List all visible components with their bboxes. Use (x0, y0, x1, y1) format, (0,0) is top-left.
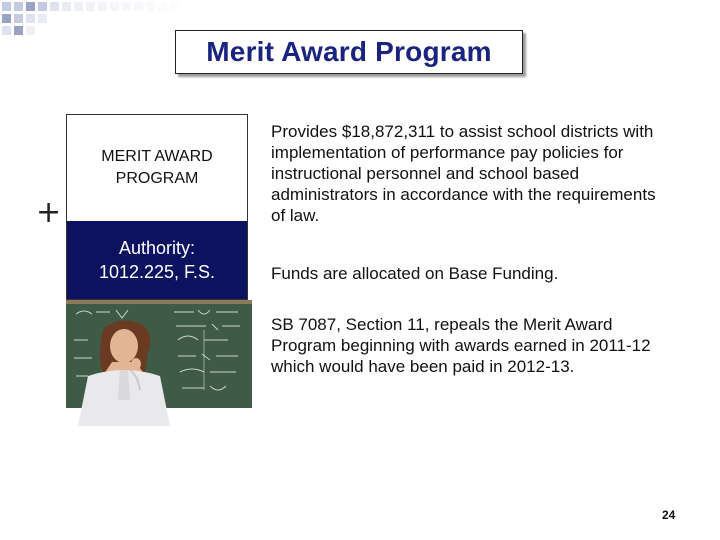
program-name-line-2: PROGRAM (115, 170, 199, 187)
authority-block (67, 221, 247, 299)
program-card (66, 114, 248, 300)
allocation-note: Funds are allocated on Base Funding. (271, 264, 559, 283)
program-name-block (67, 115, 247, 221)
teacher-chalkboard-photo (66, 300, 252, 426)
plus-icon: + (36, 195, 62, 230)
teacher-chalkboard-illustration (66, 300, 252, 426)
authority-label: Authority: (118, 238, 196, 258)
title-box (175, 30, 523, 74)
funding-description: Provides $18,872,311 to assist school districts with implementation of performance pay policies for instructional personnel and school based administrators in accordance with the requirements of law. (271, 122, 656, 225)
slide-title: Merit Award Program (206, 36, 492, 67)
authority-statute: 1012.225, F.S. (98, 262, 216, 282)
page-number: 24 (662, 508, 676, 522)
repeal-note: SB 7087, Section 11, repeals the Merit Award Program beginning with awards earned in 2011-12 which would have been paid in 2012-13. (271, 315, 651, 376)
program-name-line-1: MERIT AWARD (101, 148, 213, 165)
